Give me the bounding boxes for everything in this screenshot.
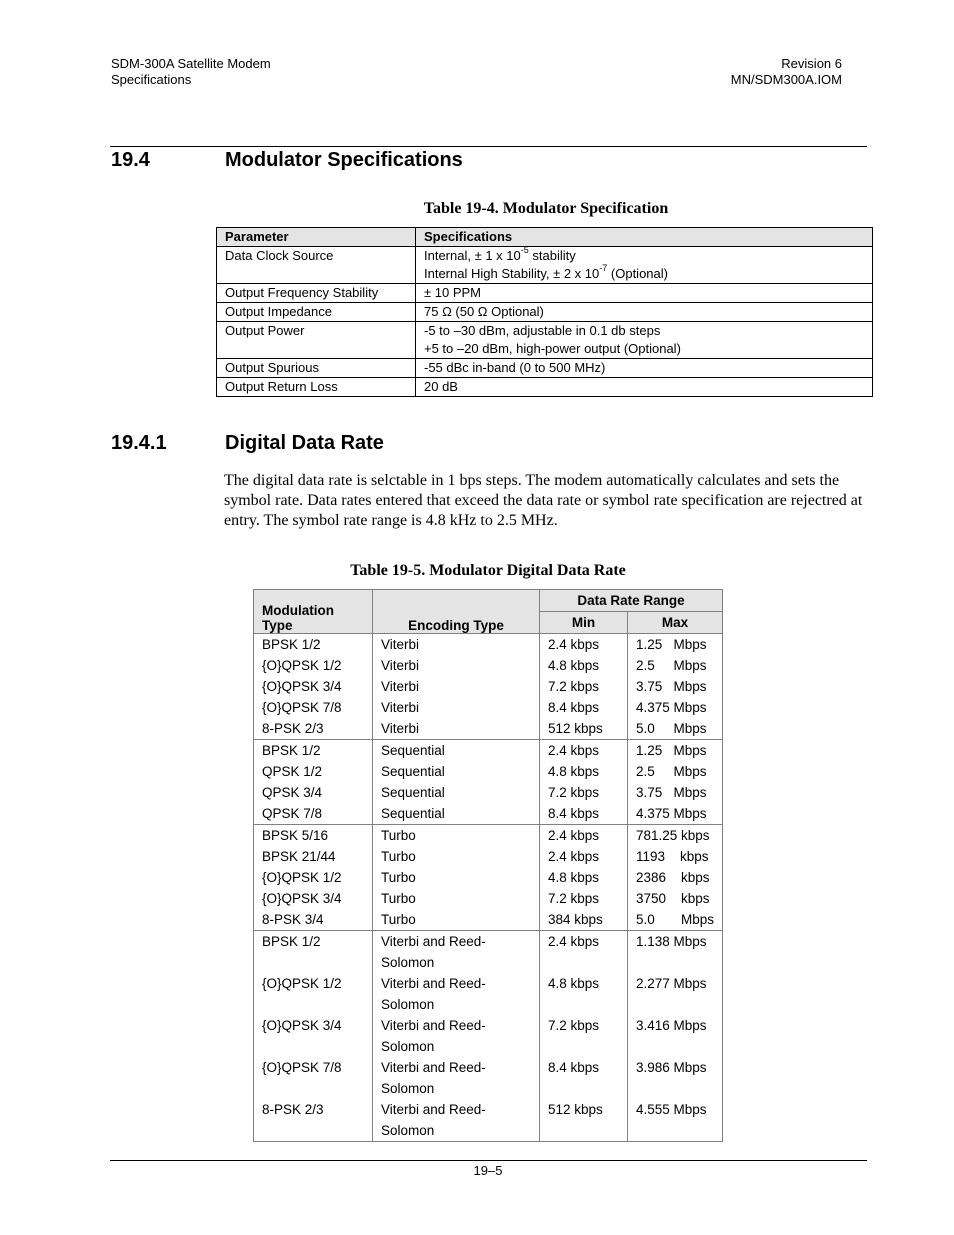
min-cell: 512 kbps bbox=[539, 718, 627, 740]
table-row bbox=[254, 634, 723, 656]
table-row bbox=[254, 1015, 723, 1057]
min-cell: 2.4 kbps bbox=[539, 740, 627, 762]
table-row bbox=[254, 740, 723, 762]
table-row bbox=[254, 697, 723, 718]
param-cell: Data Clock Source bbox=[217, 247, 416, 284]
mod-cell: BPSK 1/2 bbox=[254, 931, 373, 974]
rate-table-caption: Table 19-5. Modulator Digital Data Rate bbox=[350, 562, 626, 579]
enc-cell: Sequential bbox=[372, 782, 539, 803]
spec-cell: ± 10 PPM bbox=[416, 284, 873, 303]
mod-cell: BPSK 5/16 bbox=[254, 825, 373, 847]
max-cell: 4.375 Mbps bbox=[627, 803, 722, 825]
table-row bbox=[254, 846, 723, 867]
enc-cell: Viterbi and Reed-Solomon bbox=[372, 931, 539, 974]
max-cell: 1.25 Mbps bbox=[627, 740, 722, 762]
doc-chapter: Specifications bbox=[111, 72, 192, 87]
param-cell: Output Return Loss bbox=[217, 378, 416, 397]
min-cell: 4.8 kbps bbox=[539, 655, 627, 676]
col-min: Min bbox=[539, 612, 627, 634]
enc-cell: Turbo bbox=[372, 846, 539, 867]
subsection-title: Digital Data Rate bbox=[225, 432, 384, 454]
enc-cell: Viterbi and Reed-Solomon bbox=[372, 973, 539, 1015]
mod-cell: {O}QPSK 7/8 bbox=[254, 1057, 373, 1099]
table-row bbox=[254, 718, 723, 740]
mod-cell: {O}QPSK 3/4 bbox=[254, 888, 373, 909]
min-cell: 384 kbps bbox=[539, 909, 627, 931]
spec-cell: 20 dB bbox=[416, 378, 873, 397]
table-row bbox=[254, 761, 723, 782]
min-cell: 512 kbps bbox=[539, 1099, 627, 1142]
rate-group bbox=[254, 740, 723, 825]
min-cell: 2.4 kbps bbox=[539, 825, 627, 847]
spec-cell bbox=[416, 247, 873, 284]
enc-cell: Viterbi and Reed-Solomon bbox=[372, 1099, 539, 1142]
body-paragraph: The digital data rate is selctable in 1 bps steps. The modem automatically calculates and sets the symbol rate. Data rates entered that exceed the data rate or symbol rate specification are rejectred at entry. The symbol rate range is 4.8 kHz to 2.5 MHz. bbox=[224, 472, 863, 529]
mod-cell: 8-PSK 3/4 bbox=[254, 909, 373, 931]
spec-line: -5 to –30 dBm, adjustable in 0.1 db steps bbox=[424, 323, 661, 338]
max-cell: 2386 kbps bbox=[627, 867, 722, 888]
min-cell: 8.4 kbps bbox=[539, 803, 627, 825]
enc-cell: Viterbi and Reed-Solomon bbox=[372, 1015, 539, 1057]
table-header-row bbox=[217, 228, 873, 247]
section-title: Modulator Specifications bbox=[225, 149, 463, 171]
table-row bbox=[254, 825, 723, 847]
rate-group bbox=[254, 931, 723, 1142]
rate-group bbox=[254, 825, 723, 931]
table-row bbox=[254, 931, 723, 974]
col-data-rate-range: Data Rate Range bbox=[539, 590, 722, 612]
table-row bbox=[254, 655, 723, 676]
spec-cell: 75 Ω (50 Ω Optional) bbox=[416, 303, 873, 322]
max-cell: 2.5 Mbps bbox=[627, 761, 722, 782]
enc-cell: Sequential bbox=[372, 740, 539, 762]
mod-cell: 8-PSK 2/3 bbox=[254, 718, 373, 740]
max-cell: 3.75 Mbps bbox=[627, 782, 722, 803]
col-encoding-type: Encoding Type bbox=[372, 590, 539, 634]
enc-cell: Sequential bbox=[372, 761, 539, 782]
enc-cell: Sequential bbox=[372, 803, 539, 825]
page-number: 19–5 bbox=[473, 1163, 503, 1178]
enc-cell: Turbo bbox=[372, 825, 539, 847]
table-row bbox=[217, 303, 873, 322]
enc-cell: Turbo bbox=[372, 867, 539, 888]
mod-cell: QPSK 1/2 bbox=[254, 761, 373, 782]
table-row bbox=[217, 247, 873, 284]
max-cell: 5.0 Mbps bbox=[627, 718, 722, 740]
enc-cell: Turbo bbox=[372, 888, 539, 909]
table-row bbox=[254, 676, 723, 697]
max-cell: 3750 kbps bbox=[627, 888, 722, 909]
min-cell: 2.4 kbps bbox=[539, 931, 627, 974]
doc-number: MN/SDM300A.IOM bbox=[730, 72, 842, 87]
col-modulation-type: Modulation Type bbox=[254, 590, 373, 634]
min-cell: 7.2 kbps bbox=[539, 782, 627, 803]
enc-cell: Viterbi bbox=[372, 676, 539, 697]
max-cell: 3.986 Mbps bbox=[627, 1057, 722, 1099]
table-row bbox=[254, 1057, 723, 1099]
mod-cell: {O}QPSK 1/2 bbox=[254, 867, 373, 888]
max-cell: 2.5 Mbps bbox=[627, 655, 722, 676]
param-cell: Output Power bbox=[217, 322, 416, 359]
min-cell: 7.2 kbps bbox=[539, 1015, 627, 1057]
mod-cell: BPSK 21/44 bbox=[254, 846, 373, 867]
max-cell: 3.75 Mbps bbox=[627, 676, 722, 697]
table-row bbox=[254, 782, 723, 803]
header-right bbox=[731, 56, 842, 88]
spec-table-caption: Table 19-4. Modulator Specification bbox=[423, 200, 669, 217]
table-row bbox=[254, 909, 723, 931]
max-cell: 4.555 Mbps bbox=[627, 1099, 722, 1142]
mod-cell: {O}QPSK 7/8 bbox=[254, 697, 373, 718]
mod-cell: {O}QPSK 1/2 bbox=[254, 973, 373, 1015]
enc-cell: Viterbi and Reed-Solomon bbox=[372, 1057, 539, 1099]
max-cell: 781.25 kbps bbox=[627, 825, 722, 847]
table-header-row bbox=[254, 590, 723, 612]
max-cell: 1.25 Mbps bbox=[627, 634, 722, 656]
min-cell: 4.8 kbps bbox=[539, 867, 627, 888]
max-cell: 3.416 Mbps bbox=[627, 1015, 722, 1057]
spec-cell bbox=[416, 322, 873, 359]
mod-cell: {O}QPSK 3/4 bbox=[254, 676, 373, 697]
mod-cell: QPSK 7/8 bbox=[254, 803, 373, 825]
min-cell: 4.8 kbps bbox=[539, 761, 627, 782]
min-cell: 2.4 kbps bbox=[539, 634, 627, 656]
section-number: 19.4 bbox=[111, 149, 150, 171]
enc-cell: Viterbi bbox=[372, 634, 539, 656]
max-cell: 2.277 Mbps bbox=[627, 973, 722, 1015]
min-cell: 8.4 kbps bbox=[539, 697, 627, 718]
table-row bbox=[254, 888, 723, 909]
min-cell: 8.4 kbps bbox=[539, 1057, 627, 1099]
doc-revision: Revision 6 bbox=[781, 56, 842, 71]
modulator-spec-table bbox=[216, 227, 873, 397]
enc-cell: Viterbi bbox=[372, 655, 539, 676]
min-cell: 2.4 kbps bbox=[539, 846, 627, 867]
mod-cell: BPSK 1/2 bbox=[254, 740, 373, 762]
max-cell: 4.375 Mbps bbox=[627, 697, 722, 718]
spec-line: Internal, ± 1 x $10^{-5}$ stability bbox=[424, 245, 576, 263]
mod-cell: {O}QPSK 1/2 bbox=[254, 655, 373, 676]
enc-cell: Viterbi bbox=[372, 718, 539, 740]
min-cell: 4.8 kbps bbox=[539, 973, 627, 1015]
table-row bbox=[217, 284, 873, 303]
spec-line: +5 to –20 dBm, high-power output (Optional) bbox=[424, 341, 681, 356]
section-rule bbox=[110, 146, 867, 147]
enc-cell: Viterbi bbox=[372, 697, 539, 718]
col-max: Max bbox=[627, 612, 722, 634]
mod-cell: BPSK 1/2 bbox=[254, 634, 373, 656]
mod-cell: {O}QPSK 3/4 bbox=[254, 1015, 373, 1057]
spec-cell: -55 dBc in-band (0 to 500 MHz) bbox=[416, 359, 873, 378]
param-cell: Output Impedance bbox=[217, 303, 416, 322]
table-row bbox=[254, 803, 723, 825]
mod-cell: 8-PSK 2/3 bbox=[254, 1099, 373, 1142]
table-row bbox=[254, 867, 723, 888]
table-row bbox=[217, 378, 873, 397]
doc-title: SDM-300A Satellite Modem bbox=[111, 56, 271, 71]
data-rate-table bbox=[253, 589, 723, 1142]
table-row bbox=[217, 359, 873, 378]
min-cell: 7.2 kbps bbox=[539, 888, 627, 909]
footer-rule bbox=[110, 1160, 867, 1161]
table-row bbox=[217, 322, 873, 359]
table-row bbox=[254, 973, 723, 1015]
header-left bbox=[111, 56, 271, 88]
spec-line: Internal High Stability, ± 2 x $10^{-7}$ (Optional) bbox=[424, 263, 668, 281]
min-cell: 7.2 kbps bbox=[539, 676, 627, 697]
col-specifications: Specifications bbox=[416, 228, 873, 247]
subsection-number: 19.4.1 bbox=[111, 432, 167, 454]
max-cell: 1193 kbps bbox=[627, 846, 722, 867]
mod-cell: QPSK 3/4 bbox=[254, 782, 373, 803]
max-cell: 5.0 Mbps bbox=[627, 909, 722, 931]
table-row bbox=[254, 1099, 723, 1142]
rate-group bbox=[254, 634, 723, 740]
param-cell: Output Frequency Stability bbox=[217, 284, 416, 303]
col-parameter: Parameter bbox=[217, 228, 416, 247]
param-cell: Output Spurious bbox=[217, 359, 416, 378]
max-cell: 1.138 Mbps bbox=[627, 931, 722, 974]
enc-cell: Turbo bbox=[372, 909, 539, 931]
